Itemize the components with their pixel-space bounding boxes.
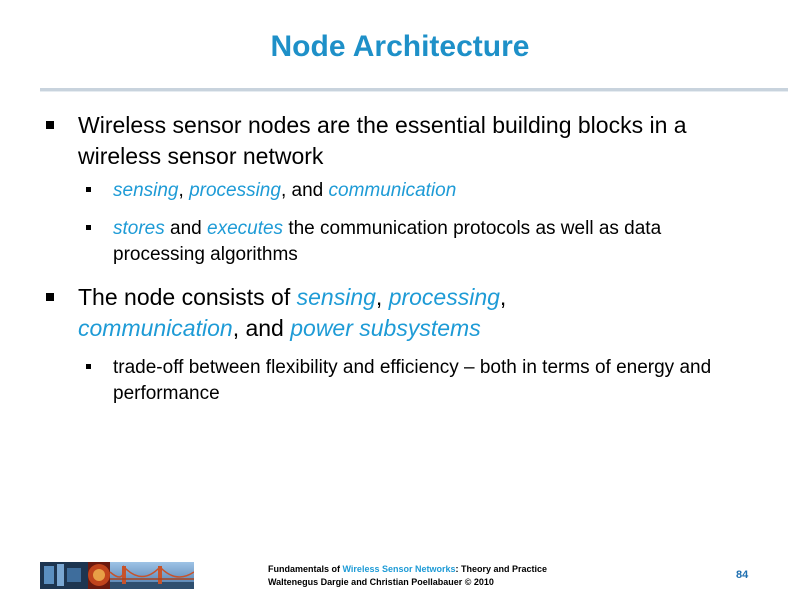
- highlight-sensing: sensing: [296, 284, 376, 310]
- sub-bullet-marker: [86, 364, 91, 369]
- text-fragment: , and: [232, 315, 291, 341]
- sub-bullet-1-2: [113, 216, 733, 268]
- text-fragment: ,: [178, 180, 190, 201]
- footer-text-fragment: : Theory and Practice: [455, 564, 548, 574]
- highlight-stores: stores: [113, 218, 165, 239]
- sub-bullet-marker: [86, 225, 91, 230]
- title-divider: [40, 88, 788, 92]
- highlight-executes: executes: [207, 218, 284, 239]
- highlight-communication: communication: [328, 180, 457, 201]
- footer-image-strip: [40, 562, 194, 589]
- footer-line-2: Waltenegus Dargie and Christian Poellabauer © 2010: [268, 577, 494, 587]
- footer-text-fragment: Fundamentals of: [268, 564, 343, 574]
- sub-bullet-2-1-text: trade-off between flexibility and efficiency – both in terms of energy and performance: [113, 357, 712, 404]
- sub-bullet-marker: [86, 187, 91, 192]
- sub-bullet-1-1: [113, 178, 773, 204]
- bullet-2: [78, 282, 638, 344]
- text-fragment: , and: [280, 180, 329, 201]
- page-number: 84: [736, 569, 749, 581]
- highlight-processing: processing: [388, 284, 500, 310]
- footer-line-1: [268, 563, 547, 576]
- highlight-processing: processing: [189, 180, 281, 201]
- highlight-communication: communication: [78, 315, 233, 341]
- text-fragment: The node consists of: [78, 284, 297, 310]
- slide-title: Node Architecture: [270, 30, 530, 63]
- footer-collage-image: [40, 562, 194, 589]
- bullet-1: [78, 110, 758, 172]
- text-fragment: ,: [499, 284, 507, 310]
- bullet-marker: [46, 293, 54, 301]
- footer-citation: [268, 563, 547, 589]
- text-fragment: and: [164, 218, 208, 239]
- text-fragment: ,: [375, 284, 389, 310]
- footer-book-title: Wireless Sensor Networks: [342, 564, 456, 574]
- bullet-marker: [46, 121, 54, 129]
- bullet-1-text: Wireless sensor nodes are the essential building blocks in a wireless sensor network: [78, 112, 687, 169]
- highlight-sensing: sensing: [113, 180, 179, 201]
- text-fragment: the communication protocols as well as data processing algorithms: [113, 218, 662, 265]
- highlight-power-subsystems: power subsystems: [290, 315, 481, 341]
- sub-bullet-2-1: [113, 355, 733, 407]
